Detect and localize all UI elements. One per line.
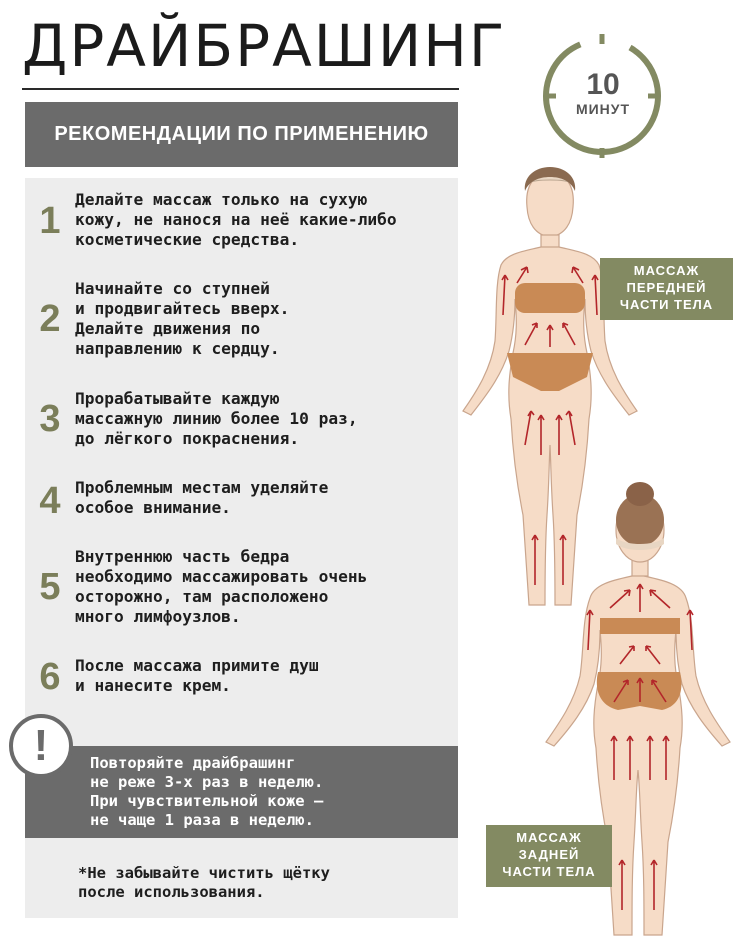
front-massage-label: МАССАЖ ПЕРЕДНЕЙ ЧАСТИ ТЕЛА [600,258,733,320]
back-massage-label: МАССАЖ ЗАДНЕЙ ЧАСТИ ТЕЛА [486,825,612,887]
step-number: 3 [39,398,61,440]
step-number: 4 [39,480,61,522]
step-text: После массажа примите душ и нанесите крем. [75,656,319,695]
step-text: Внутреннюю часть бедра необходимо массажировать очень осторожно, там расположено много лимфоузлов. [75,547,368,626]
step-number: 2 [39,298,61,340]
exclamation-icon: ! [33,721,49,770]
title-divider [22,88,459,90]
step-number: 1 [39,200,61,242]
page-title: ДРАЙБРАШИНГ [22,12,507,80]
step-text: Проблемным местам уделяйте особое внимание. [75,478,329,517]
step-text: Делайте массаж только на сухую кожу, не нанося на неё какие-либо косметические средства. [75,190,397,249]
recommendations-title: РЕКОМЕНДАЦИИ ПО ПРИМЕНЕНИЮ [54,123,429,145]
step-number: 6 [39,656,61,698]
timer-value: 10 [586,68,620,101]
step-text: Начинайте со ступней и продвигайтесь вверх. Делайте движения по направлению к сердцу. [75,279,290,358]
frequency-note: Повторяйте драйбрашинг не реже 3-х раз в неделю. При чувствительной коже — не чаще 1 раза в неделю. [90,754,324,829]
step-number: 5 [39,566,61,608]
step-text: Прорабатывайте каждую массажную линию более 10 раз, до лёгкого покраснения. [75,389,358,448]
timer-unit: МИНУТ [575,101,631,117]
footnote: *Не забывайте чистить щётку после использования. [78,864,330,901]
